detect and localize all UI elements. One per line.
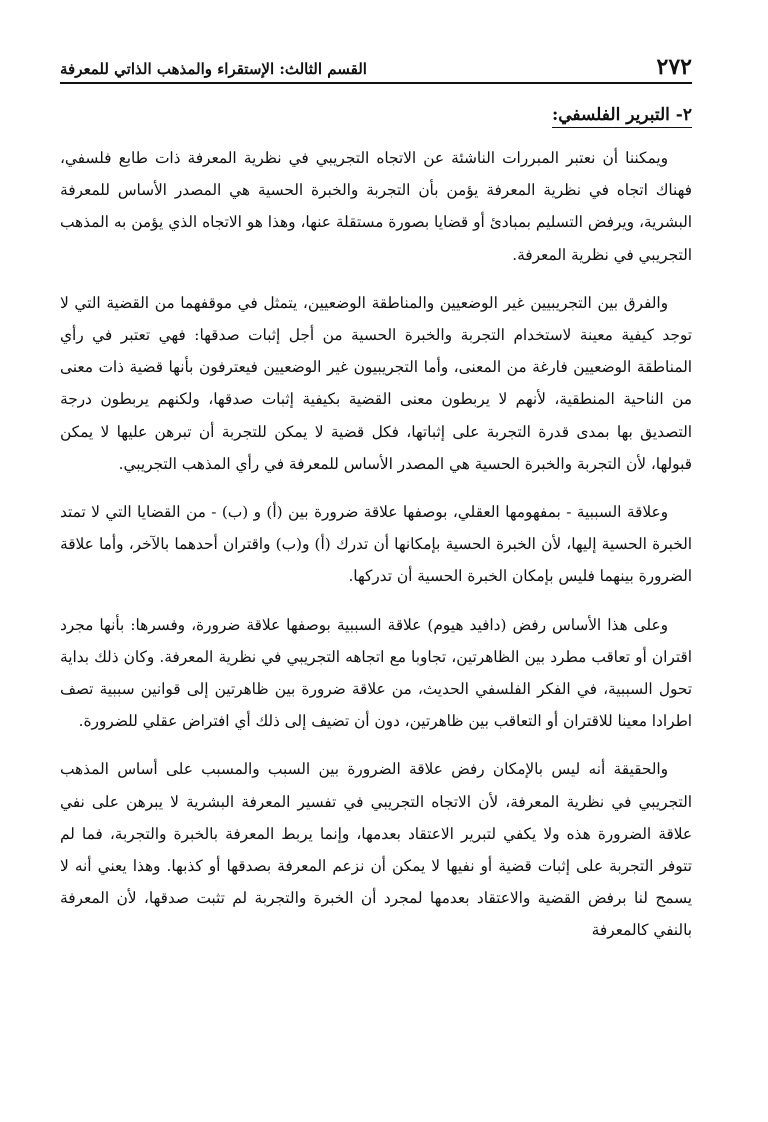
paragraph: ويمكننا أن نعتبر المبررات الناشئة عن الاتجاه التجريبي في نظرية المعرفة ذات طابع فلسفي، فهناك اتجاه في نظرية المعرفة يؤمن بأن التجربة والخبرة الحسية هي المصدر الأساس للمعرفة البشرية، ويرفض التسليم بمبادئ أو قضايا بصورة مستقلة عنها، وهذا هو الاتجاه الذي يؤمن به المذهب التجريبي في نظرية المعرفة.: [60, 149, 692, 264]
paragraph: وعلاقة السببية - بمفهومها العقلي، بوصفها علاقة ضرورة بين (أ) و (ب) - من القضايا التي لا تمتد الخبرة الحسية إليها، لأن الخبرة الحسية بإمكانها أن تدرك (أ) و(ب) واقتران أحدهما بالآخر، وأما علاقة الضرورة بينهما فليس بإمكان الخبرة الحسية أن تدركها.: [60, 503, 692, 586]
running-title: القسم الثالث: الإستقراء والمذهب الذاتي للمعرفة: [60, 60, 367, 78]
paragraph: وعلى هذا الأساس رفض (دافيد هيوم) علاقة السببية بوصفها علاقة ضرورة، وفسرها: بأنها مجرد اقتران أو تعاقب مطرد بين الظاهرتين، تجاوبا مع اتجاهه التجريبي في نظرية المعرفة. وكان ذلك بداية تحول السببية، في الفكر الفلسفي الحديث، من علاقة ضرورة بين ظاهرتين إلى قوانين سببية تصف اطرادا معينا للاقتران أو التعاقب بين ظاهرتين، دون أن تضيف إلى ذلك أي افتراض عقلي للضرورة.: [60, 615, 692, 731]
paragraph: والفرق بين التجريبيين غير الوضعيين والمناطقة الوضعيين، يتمثل في موقفهما من القضية التي لا توجد كيفية معينة لاستخدام التجربة والخبرة الحسية من أجل إثبات صدقها: فهي تعتبر في رأي المناطقة الوضعيين فارغة من المعنى، وأما التجريبيون غير الوضعيين فيعترفون بأنها قضية ذات معنى من الناحية المنطقية، لأنهم لا يربطون معنى القضية بكيفية إثبات صدقها، ولكنهم يربطون درجة التصديق بها بمدى قدرة التجربة على إثباتها، فكل قضية لا يمكن للتجربة أن تبرهن عليها لا يمكن قبولها، لأن التجربة والخبرة الحسية هي المصدر الأساس للمعرفة في رأي المذهب التجريبي.: [60, 293, 692, 473]
paragraph: والحقيقة أنه ليس بالإمكان رفض علاقة الضرورة بين السبب والمسبب على أساس المذهب التجريبي في نظرية المعرفة، لأن الاتجاه التجريبي في تفسير المعرفة البشرية لا يبرهن على نفي علاقة الضرورة هذه ولا يكفي لتبرير الاعتقاد بعدمها، وإنما يربط المعرفة بالخبرة والتجربة، فما لم تتوفر التجربة على إثبات قضية أو نفيها لا يمكن أن نزعم المعرفة بصدقها أو كذبها. وهذا يعني أنه لا يسمح لنا برفض القضية والاعتقاد بعدمها لمجرد أن الخبرة والتجربة لم تثبت صدقها، لأن المعرفة بالنفي كالمعرفة: [60, 760, 692, 940]
page-number: ٢٧٢: [656, 54, 692, 80]
running-head: [60, 52, 692, 84]
book-page: [60, 52, 692, 963]
section-heading-text: ٢- التبرير الفلسفي:: [552, 105, 692, 128]
section-heading: [60, 104, 692, 126]
body-text: [60, 142, 692, 947]
